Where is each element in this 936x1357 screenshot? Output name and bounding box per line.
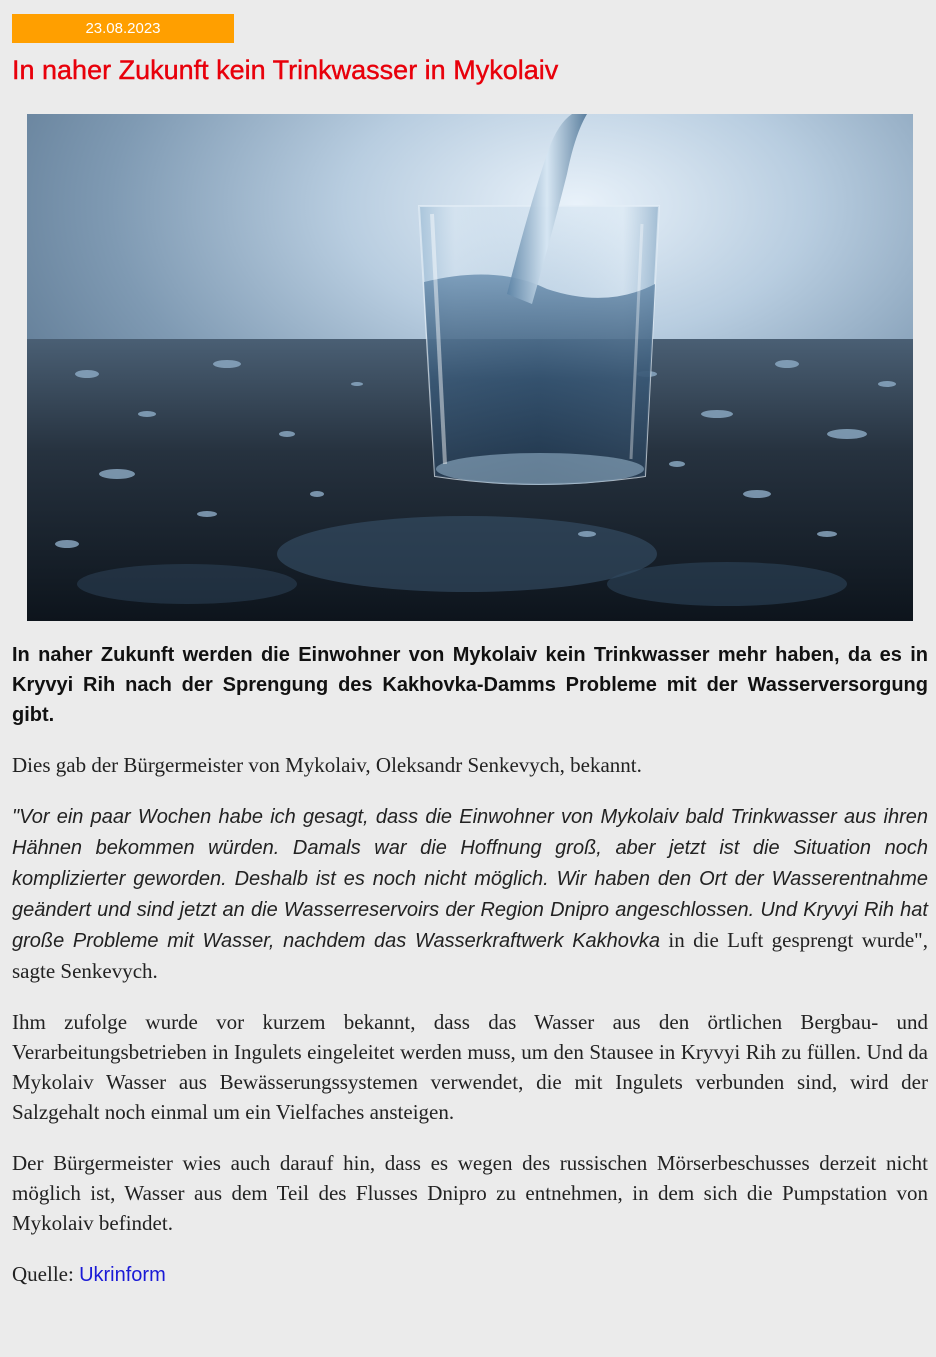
article-paragraph: Der Bürgermeister wies auch darauf hin, dass es wegen des russischen Mörserbeschusses derzeit nicht möglich ist, Wasser aus dem Teil des Flusses Dnipro zu entnehmen, in dem sich die Pumpstation von Mykolaiv befindet. — [12, 1151, 928, 1235]
article-photo — [27, 114, 913, 621]
article-body — [12, 640, 928, 1311]
quote-rest-text: in die Luft gesprengt wurde", sagte Senkevych. — [12, 928, 929, 983]
article-paragraph: Dies gab der Bürgermeister von Mykolaiv, Oleksandr Senkevych, bekannt. — [12, 753, 642, 777]
article-quote — [12, 801, 928, 986]
quote-italic-text: "Vor ein paar Wochen habe ich gesagt, dass die Einwohner von Mykolaiv bald Trinkwasser aus ihren Hähnen bekommen würden. Damals war die Hoffnung groß, aber jetzt ist die Situation noch komplizierter geworden. Deshalb ist es noch nicht möglich. Wir haben den Ort der Wasserentnahme geändert und sind jetzt an die Wasserreservoirs der Region Dnipro angeschlossen. Und Kryvyi Rih hat große Probleme mit Wasser, nachdem das Wasserkraftwerk Kakhovka — [12, 806, 928, 952]
source-link[interactable]: Ukrinform — [79, 1264, 166, 1286]
date-badge: 23.08.2023 — [12, 14, 234, 43]
article-title: In naher Zukunft kein Trinkwasser in Mykolaiv — [12, 55, 559, 85]
article-source — [12, 1259, 928, 1290]
article-paragraph: Ihm zufolge wurde vor kurzem bekannt, dass das Wasser aus den örtlichen Bergbau- und Verarbeitungsbetrieben in Ingulets eingeleitet werden muss, um den Stausee in Kryvyi Rih zu füllen. Und da Mykolaiv Wasser aus Bewässerungssystemen verwendet, die mit Ingulets verbunden sind, wird der Salzgehalt noch einmal um ein Vielfaches ansteigen. — [12, 1010, 928, 1124]
source-label: Quelle: — [12, 1262, 80, 1286]
article-lead: In naher Zukunft werden die Einwohner von Mykolaiv kein Trinkwasser mehr haben, da es in Kryvyi Rih nach der Sprengung des Kakhovka-Damms Probleme mit der Wasserversorgung gibt. — [12, 644, 928, 726]
